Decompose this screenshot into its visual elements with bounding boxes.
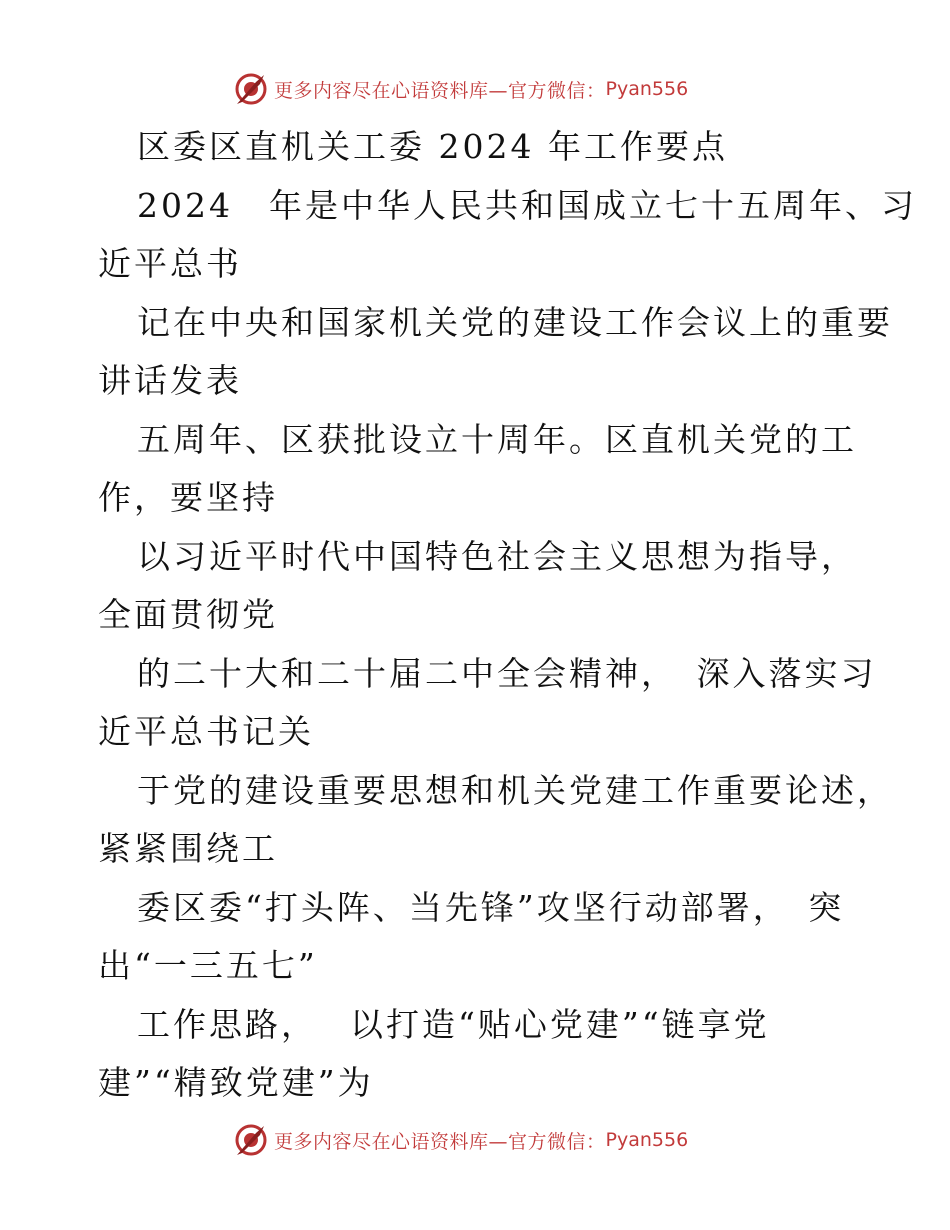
banner-account: Pyan556: [605, 78, 689, 100]
banner-text: 更多内容尽在心语资料库—官方微信：: [274, 79, 606, 102]
body-line: 工作思路， 以打造“贴心党建”“链享党: [137, 1005, 770, 1044]
body-line: 以习近平时代中国特色社会主义思想为指导，: [137, 537, 857, 576]
body-line: 近平总书: [98, 244, 242, 283]
body-line: 委区委“打头阵、当先锋”攻坚行动部署， 突: [137, 888, 845, 927]
banner-text: 更多内容尽在心语资料库—官方微信：: [274, 1130, 606, 1153]
banner-account: Pyan556: [605, 1129, 689, 1151]
body-line: 2024 年是中华人民共和国成立七十五周年、习: [137, 186, 917, 225]
body-line: 作，要坚持: [98, 478, 278, 517]
quill-logo-icon: [234, 1123, 268, 1157]
body-line: 讲话发表: [98, 361, 242, 400]
body-line: 记在中央和国家机关党的建设工作会议上的重要: [137, 303, 893, 342]
body-line: 建”“精致党建”为: [98, 1063, 374, 1102]
header-watermark-banner: [234, 71, 688, 107]
body-line: 紧紧围绕工: [98, 829, 278, 868]
footer-watermark-banner: [234, 1122, 688, 1158]
body-line: 近平总书记关: [98, 712, 314, 751]
quill-logo-icon: [234, 72, 268, 106]
body-line: 出“一三五七”: [98, 946, 318, 985]
body-line: 五周年、区获批设立十周年。区直机关党的工: [137, 420, 857, 459]
body-line: 的二十大和二十届二中全会精神， 深入落实习: [137, 654, 877, 693]
body-line: 于党的建设重要思想和机关党建工作重要论述，: [137, 771, 893, 810]
document-title: 区委区直机关工委 2024 年工作要点: [137, 127, 728, 166]
body-line: 全面贯彻党: [98, 595, 278, 634]
